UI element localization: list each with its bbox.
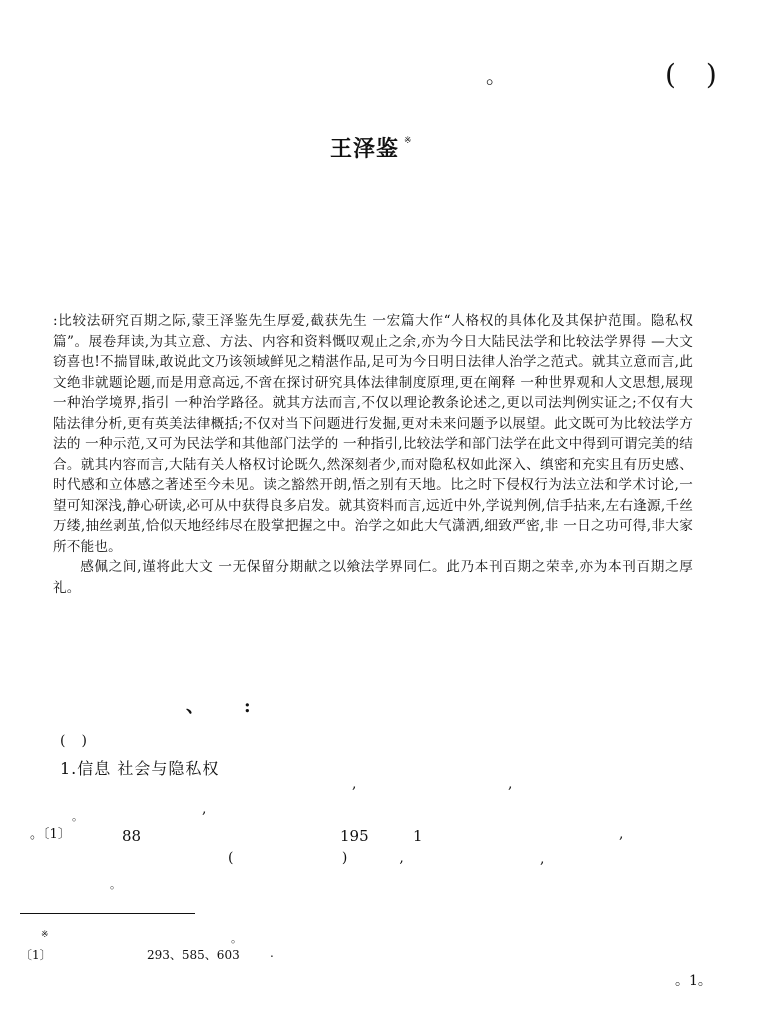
body-fragment: ( ), [228,850,456,866]
body-number: 195 [340,827,369,845]
body-number: 1 [413,827,423,845]
footnote-star: ※ [41,930,49,940]
footnote-dot: 。 [231,932,242,945]
footnote-end: . [270,946,274,960]
author-name: 王泽鉴 [330,136,400,162]
subsection-title: 1.信息 社会与隐私权 [60,759,220,778]
editor-preface [53,311,693,598]
body-fragment: 。 [72,810,83,823]
preface-paragraph: :比较法研究百期之际,蒙王泽鉴先生厚爱,截获先生 一宏篇大作“人格权的具体化及其保护范围。隐私权篇”。展卷拜读,为其立意、方法、内容和资料慨叹观止之余,亦为今日大陆民法学和比较法学界得 —大文窃喜也!不揣冒昧,敢说此文乃该领域鲜见之精湛作品,足可为今日明日法律人治学之范式。就其立意而言,此文绝非就题论题,而是用意高远,不啻在探讨研究具体法律制度原理,更在阐释 一种世界观和人文思想,展现 一种治学境界,指引 一种治学路径。就其方法而言,不仅以理论教条论述之,更以司法判例实证之;不仅有大陆法律分析,更有英美法律概括;不仅对当下问题进行发掘,更对未来问题予以展望。此文既可为比较法学方法的 一种示范,又可为民法学和其他部门法学的 一种指引,比较法学和部门法学在此文中得到可谓完美的结合。就其内容而言,大陆有关人格权讨论既久,然深刻者少,而对隐私权如此深入、缜密和充实且有历史感、时代感和立体感之著述至今未见。读之豁然开朗,悟之别有天地。比之时下侵权行为法立法和学术讨论,一望可知深浅,静心研读,必可从中获得良多启发。就其资料而言,远近中外,学说判例,信手拈来,左右逢源,千丝万缕,抽丝剥茧,恰似天地经纬尽在股掌把握之中。治学之如此大气潇洒,细致严密,非 一日之功可得,非大家所不能也。 [53,313,693,555]
body-fragment: , [508,776,513,792]
body-fragment: , [619,826,624,842]
body-fragment: , [202,801,207,817]
subsection-number: () [60,733,103,749]
body-fragment: 。 [110,878,121,891]
author-footnote-mark: ※ [404,136,412,146]
footnote-pages: 293、585、603 [147,948,240,962]
footnote-ref: 。〔1〕 [30,827,71,842]
body-number: 88 [122,827,142,845]
footnote-mark: 〔1〕 [20,948,52,962]
section-heading: 、: [186,696,291,717]
page-number: 。1。 [675,973,712,989]
body-fragment: , [540,851,545,867]
footnote-divider [20,913,195,914]
header-mark: 。 [486,64,506,88]
body-fragment: , [352,776,357,792]
header-parentheses: () [665,58,747,91]
preface-paragraph: 感佩之间,谨将此大文 一无保留分期献之以飨法学界同仁。此乃本刊百期之荣幸,亦为本刊百期之厚礼。 [53,559,693,596]
